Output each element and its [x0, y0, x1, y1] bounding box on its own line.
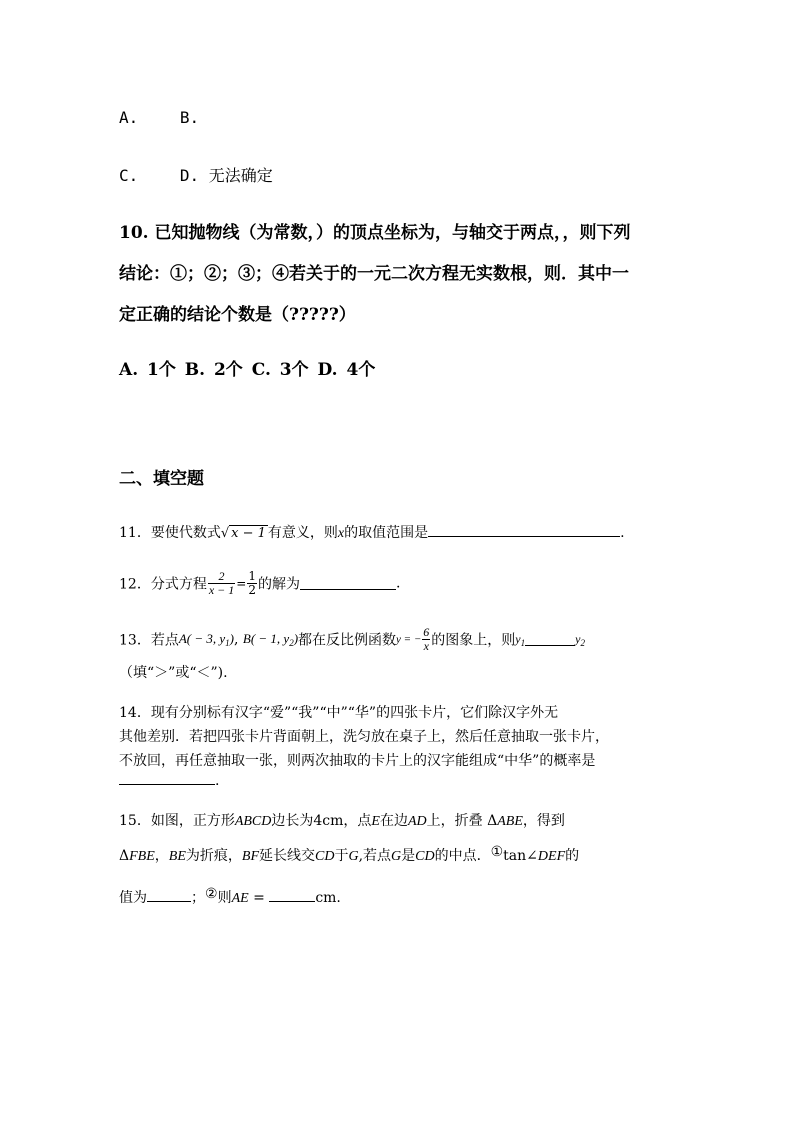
subscript: 1 — [520, 637, 526, 648]
q14-line1: 14．现有分别标有汉字“爱”“我”“中”“华”的四张卡片，它们除汉字外无 — [119, 705, 559, 721]
option-a: A. — [119, 108, 139, 127]
section-title: 二、填空题 — [119, 469, 204, 489]
y1-letter: y — [515, 631, 521, 646]
text: 的 — [565, 848, 580, 864]
math: ABCD — [234, 814, 272, 829]
option-d: D. 无法确定 — [179, 166, 273, 185]
text: ； — [191, 890, 205, 906]
numerator: 1 — [248, 569, 256, 583]
denominator: x — [423, 639, 429, 653]
math: CD — [315, 849, 335, 864]
q11-prefix: 11．要使代数式 — [119, 525, 221, 541]
numerator: 2 — [208, 570, 235, 584]
answer-blank[interactable] — [300, 577, 396, 590]
math: FBE — [129, 849, 155, 864]
q14-line4 — [119, 772, 219, 789]
text: 上，折叠 Δ — [426, 813, 498, 829]
math: G — [391, 849, 402, 864]
q12-end: . — [395, 575, 401, 592]
text: 边长为4cm，点 — [271, 813, 372, 829]
q14-end: . — [215, 773, 220, 789]
q15-line1 — [119, 810, 565, 830]
numerator: 6 — [423, 625, 430, 639]
text: cm. — [315, 890, 341, 906]
point-a-text: A( − 3, y — [178, 631, 226, 646]
text: 的中点． — [434, 848, 491, 864]
answer-blank[interactable] — [428, 524, 620, 537]
tan-text: tan∠ — [503, 848, 538, 864]
y2-letter: y — [575, 631, 581, 646]
text: ,若点 — [358, 848, 392, 864]
point-a: A( − 3, $y_1$) — [178, 631, 234, 648]
text: = — [248, 890, 270, 906]
text: 延长线交 — [259, 848, 315, 864]
q12-suffix: 的解为 — [257, 576, 300, 593]
y1 — [515, 632, 525, 646]
sqrt-expression: √ x − 1 — [220, 526, 266, 541]
fraction-left — [208, 570, 235, 597]
text: 15．如图，正方形 — [119, 813, 235, 829]
circled-two: ② — [205, 886, 218, 902]
q12-prefix: 12．分式方程 — [119, 576, 207, 593]
q12 — [119, 570, 400, 597]
function-fraction — [422, 626, 430, 653]
equals-sign: = — [236, 576, 247, 591]
math: AE — [231, 891, 249, 906]
math: AD — [407, 814, 427, 829]
text: 为折痕， — [185, 848, 242, 864]
q11-suffix: 的取值范围是 — [344, 525, 429, 541]
answer-blank[interactable] — [269, 889, 315, 902]
variable-x: x — [337, 526, 345, 541]
text: 在边 — [379, 813, 408, 829]
q11 — [119, 522, 625, 542]
option-b: B. — [179, 108, 200, 127]
option-c: C. — [119, 166, 139, 185]
q15-line2 — [119, 844, 579, 865]
answer-blank[interactable] — [147, 889, 191, 902]
q13-after: 的图象上，则 — [431, 632, 516, 649]
math: BF — [241, 849, 259, 864]
text: ， — [154, 848, 169, 864]
q11-middle: 有意义，则 — [267, 525, 338, 541]
q13-line1: 13．若点A( − 3, $y_1$), B( − 1, $y_2$)都在反比例函数y = − $\frac{6}{x}$ 的图象上，则$y_1$ $y_2$ — [119, 625, 585, 653]
q15-line3 — [119, 886, 341, 907]
subscript: 2 — [580, 637, 585, 648]
math: ABE — [497, 814, 523, 829]
y2 — [575, 632, 585, 646]
q13-mid: 都在反比例函数 — [298, 632, 397, 649]
q10-line3: 定正确的结论个数是（?????） — [119, 305, 356, 325]
math: DEF — [537, 849, 566, 864]
text: 值为 — [119, 890, 147, 906]
q14-line3: 不放回，再任意抽取一张，则两次抽取的卡片上的汉字能组成“中华”的概率是 — [119, 753, 596, 769]
math: BE — [168, 849, 186, 864]
answer-blank[interactable] — [119, 772, 215, 785]
denominator: x − 1 — [208, 583, 235, 597]
denominator: 2 — [248, 583, 256, 597]
point-b-text: B( − 1, y — [242, 631, 290, 646]
q10-options: A. 1个 B. 2个 C. 3个 D. 4个 — [119, 360, 376, 380]
subscript: 2 — [289, 638, 294, 648]
radicand: x − 1 — [231, 526, 266, 541]
subscript: 1 — [225, 638, 230, 648]
fraction-right — [247, 570, 257, 597]
point-b: B( − 1, $y_2$) — [242, 631, 299, 648]
q13-prefix: 13．若点 — [119, 632, 179, 649]
math: CD — [415, 849, 435, 864]
function-lhs: y = − — [396, 633, 422, 646]
q10-line2: 结论：①；②；③；④若关于的一元二次方程无实数根，则．其中一 — [119, 264, 629, 284]
math: E — [371, 814, 380, 829]
text: Δ — [119, 848, 130, 864]
answer-blank[interactable] — [525, 633, 575, 646]
q10-line1: 10. 已知抛物线（为常数，）的顶点坐标为，与轴交于两点，，则下列 — [119, 223, 631, 243]
q13-line2: （填“＞”或“＜”). — [119, 665, 228, 681]
text: 于 — [334, 848, 349, 864]
circled-one: ① — [490, 844, 504, 860]
text: ，得到 — [522, 813, 565, 829]
text: 则 — [217, 890, 232, 906]
q14-line2: 其他差别．若把四张卡片背面朝上，洗匀放在桌子上，然后任意抽取一张卡片， — [119, 729, 609, 745]
math: G — [348, 849, 359, 864]
q11-end: . — [620, 525, 625, 541]
text: 是 — [401, 848, 416, 864]
